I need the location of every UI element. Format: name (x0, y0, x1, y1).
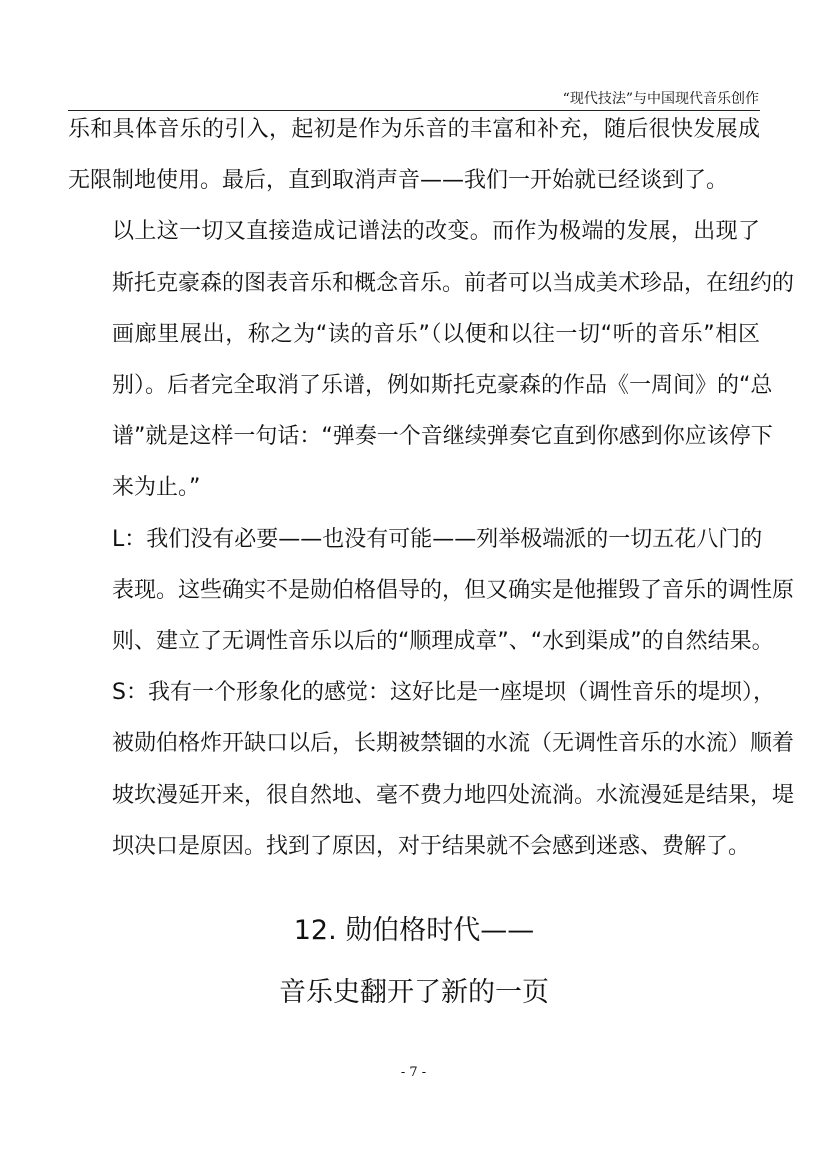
paragraph-1 (68, 104, 760, 206)
text-line: 坡坎漫延开来，很自然地、毫不费力地四处流淌。水流漫延是结果，堤 (112, 782, 795, 808)
page-number: - 7 - (400, 1065, 427, 1080)
section-title (68, 900, 760, 1024)
body-text (68, 104, 795, 872)
running-header: “现代技法”与中国现代音乐创作 (562, 91, 759, 107)
text-line: S：我有一个形象化的感觉：这好比是一座堤坝（调性音乐的堤坝）， (112, 680, 775, 706)
text-line: 谱”就是这样一句话：“弹奏一个音继续弹奏它直到你感到你应该停下 (112, 424, 773, 450)
text-line: 斯托克豪森的图表音乐和概念音乐。前者可以当成美术珍品，在纽约的 (112, 270, 795, 296)
text-line: 画廊里展出，称之为“读的音乐”（以便和以往一切“听的音乐”相区 (112, 321, 760, 347)
text-line: 以上这一切又直接造成记谱法的改变。而作为极端的发展，出现了 (112, 219, 760, 245)
text-line: L：我们没有必要——也没有可能——列举极端派的一切五花八门的 (112, 526, 763, 552)
text-line: 则、建立了无调性音乐以后的“顺理成章”、“水到渠成”的自然结果。 (112, 629, 774, 655)
text-line: 被勋伯格炸开缺口以后，长期被禁锢的水流（无调性音乐的水流）顺着 (112, 731, 795, 757)
text-line: 别）。后者完全取消了乐谱，例如斯托克豪森的作品《一周间》的“总 (112, 373, 773, 399)
paragraph-3 (68, 514, 795, 668)
section-title-line-2: 音乐史翻开了新的一页 (279, 977, 549, 1008)
paragraph-4 (68, 667, 795, 872)
text-line: 表现。这些确实不是勋伯格倡导的，但又确实是他摧毁了音乐的调性原 (112, 577, 795, 603)
text-line: 坝决口是原因。找到了原因，对于结果就不会感到迷惑、费解了。 (112, 833, 751, 859)
text-line: 乐和具体音乐的引入，起初是作为乐音的丰富和补充，随后很快发展成 (68, 117, 760, 142)
text-line: 无限制地使用。最后，直到取消声音——我们一开始就已经谈到了。 (68, 168, 729, 194)
section-title-line-1: 12. 勋伯格时代—— (293, 915, 535, 946)
text-line: 来为止。” (112, 475, 201, 501)
paragraph-2 (68, 206, 795, 513)
